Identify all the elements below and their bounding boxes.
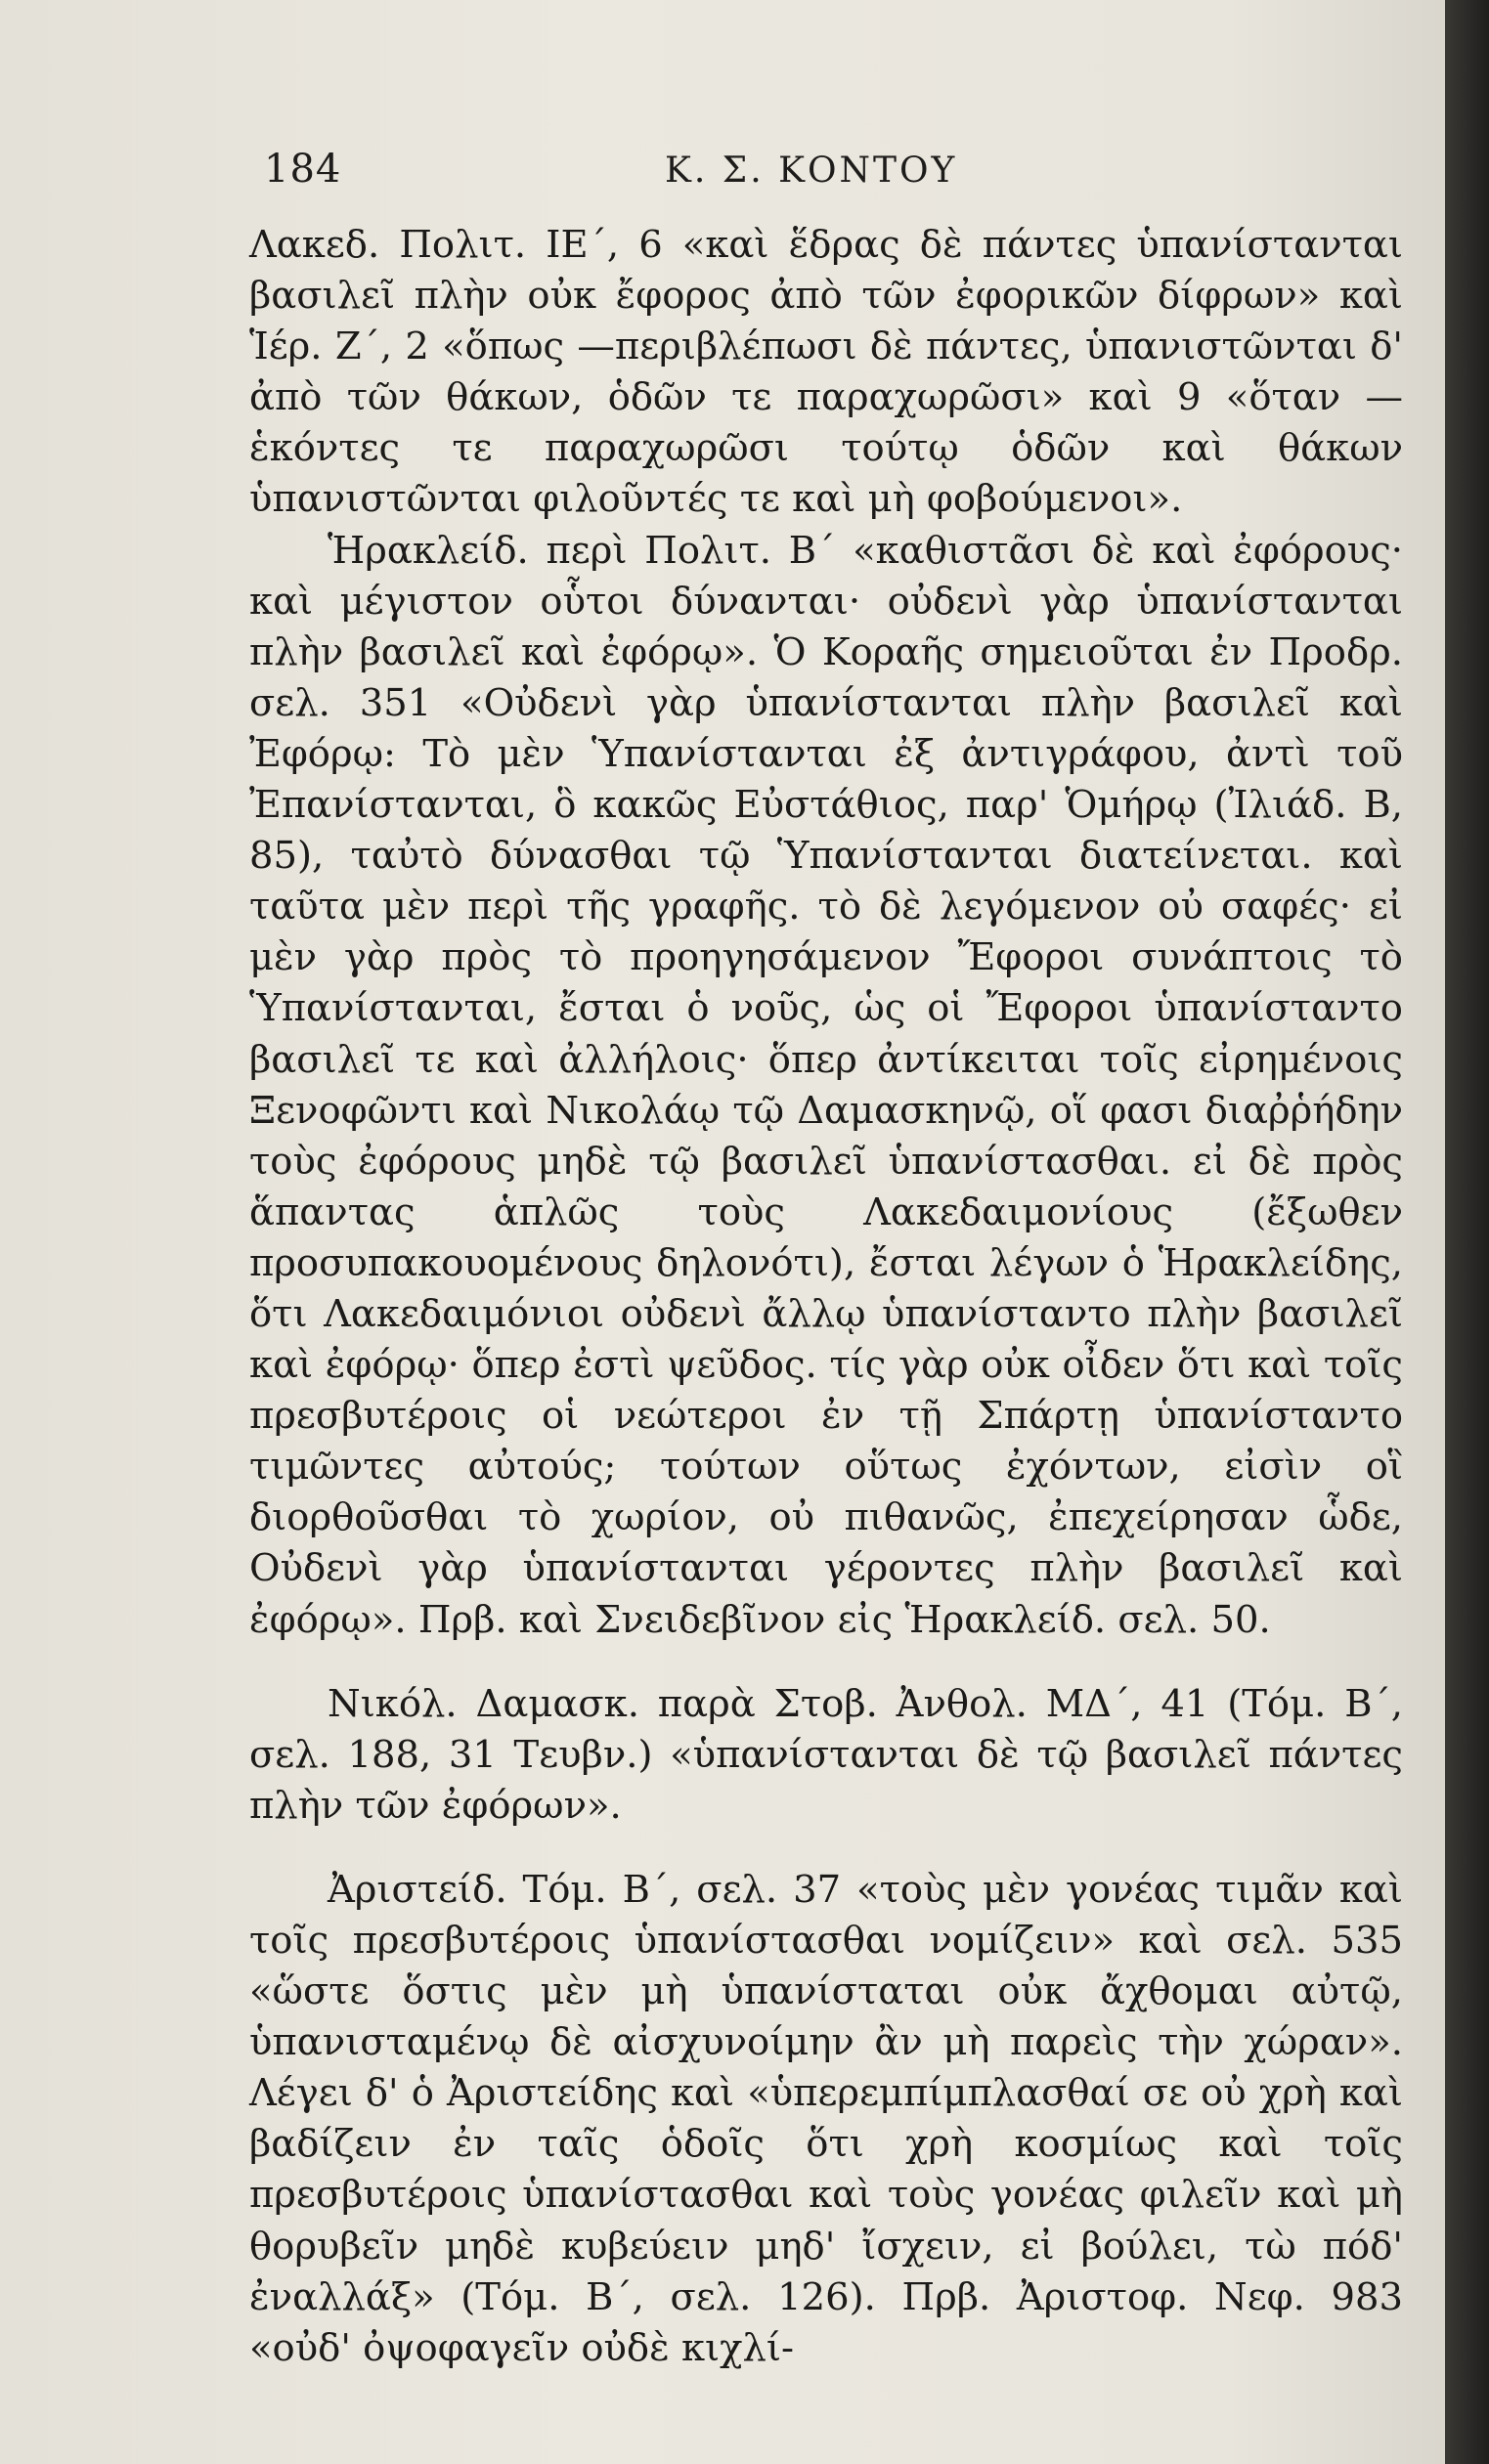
paragraph-gap xyxy=(249,1646,1403,1679)
page-header xyxy=(264,147,1388,205)
page-edge-shadow xyxy=(1445,0,1489,2464)
paragraph-aristides: Ἀριστείδ. Τόμ. Β΄, σελ. 37 «τοὺς μὲν γονέας τιμᾶν καὶ τοῖς πρεσβυτέροις ὑπανίστασθαι νομίζειν» καὶ σελ. 535 «ὥστε ὅστις μὲν μὴ ὑπανίσταται οὐκ ἄχθομαι αὐτῷ, ὑπανισταμένῳ δὲ αἰσχυνοίμην ἂν μὴ παρεὶς τὴν χώραν». Λέγει δ' ὁ Ἀριστείδης καὶ «ὑπερεμπίμπλασθαί σε οὐ χρὴ καὶ βαδίζειν ἐν ταῖς ὁδοῖς ὅτι χρὴ κοσμίως καὶ τοῖς πρεσβυτέροις ὑπανίστασθαι καὶ τοὺς γονέας φιλεῖν καὶ μὴ θορυβεῖν μηδὲ κυβεύειν μηδ' ἴσχειν, εἰ βούλει, τὼ πόδ' ἐναλλάξ» (Τόμ. Β΄, σελ. 126). Πρβ. Ἀριστοφ. Νεφ. 983 «οὐδ' ὀψοφαγεῖν οὐδὲ κιχλί- xyxy=(249,1867,1403,2370)
page-number: 184 xyxy=(264,147,342,192)
paragraph-gap xyxy=(249,1832,1403,1865)
paragraph-nicolaus: Νικόλ. Δαμασκ. παρὰ Στοβ. Ἀνθολ. ΜΔ΄, 41 (Τόμ. Β΄, σελ. 188, 31 Τευβν.) «ὑπανίστανται δὲ τῷ βασιλεῖ πάντες πλὴν τῶν ἐφόρων». xyxy=(249,1681,1403,1828)
body-text xyxy=(249,220,1403,2374)
running-head: Κ. Σ. ΚΟΝΤΟΥ xyxy=(665,151,958,191)
paragraph-heraclides: Ἡρακλείδ. περὶ Πολιτ. Β΄ «καθιστᾶσι δὲ καὶ ἐφόρους· καὶ μέγιστον οὗτοι δύνανται· οὐδενὶ γὰρ ὑπανίστανται πλὴν βασιλεῖ καὶ ἐφόρῳ». Ὁ Κοραῆς σημειοῦται ἐν Προδρ. σελ. 351 «Οὐδενὶ γὰρ ὑπανίστανται πλὴν βασιλεῖ καὶ Ἐφόρῳ: Τὸ μὲν Ὑπανίστανται ἐξ ἀντιγράφου, ἀντὶ τοῦ Ἐπανίστανται, ὃ κακῶς Εὐστάθιος, παρ' Ὁμήρῳ (Ἰλιάδ. Β, 85), ταὐτὸ δύνασθαι τῷ Ὑπανίστανται διατείνεται. καὶ ταῦτα μὲν περὶ τῆς γραφῆς. τὸ δὲ λεγόμενον οὐ σαφές· εἰ μὲν γὰρ πρὸς τὸ προηγησάμενον Ἔφοροι συνάπτοις τὸ Ὑπανίστανται, ἔσται ὁ νοῦς, ὡς οἱ Ἔφοροι ὑπανίσταντο βασιλεῖ τε καὶ ἀλλήλοις· ὅπερ ἀντίκειται τοῖς εἰρημένοις Ξενοφῶντι καὶ Νικολάῳ τῷ Δαμασκηνῷ, οἵ φασι διαῤῥήδην τοὺς ἐφόρους μηδὲ τῷ βασιλεῖ ὑπανίστασθαι. εἰ δὲ πρὸς ἅπαντας ἁπλῶς τοὺς Λακεδαιμονίους (ἔξωθεν προσυπακουομένους δηλονότι), ἔσται λέγων ὁ Ἡρακλείδης, ὅτι Λακεδαιμόνιοι οὐδενὶ ἄλλῳ ὑπανίσταντο πλὴν βασιλεῖ καὶ ἐφόρῳ· ὅπερ ἐστὶ ψεῦδος. τίς γὰρ οὐκ οἶδεν ὅτι καὶ τοῖς πρεσβυτέροις οἱ νεώτεροι ἐν τῇ Σπάρτῃ ὑπανίσταντο τιμῶντες αὐτούς; τούτων οὕτως ἐχόντων, εἰσὶν οἳ διορθοῦσθαι τὸ χωρίον, οὐ πιθανῶς, ἐπεχείρησαν ὧδε, Οὐδενὶ γὰρ ὑπανίστανται γέροντες πλὴν βασιλεῖ καὶ ἐφόρῳ». Πρβ. καὶ Σνειδεβῖνον εἰς Ἡρακλείδ. σελ. 50. xyxy=(249,528,1403,1642)
paragraph-xenophon: Λακεδ. Πολιτ. ΙΕ΄, 6 «καὶ ἕδρας δὲ πάντες ὑπανίστανται βασιλεῖ πλὴν οὐκ ἔφορος ἀπὸ τῶν ἐφορικῶν δίφρων» καὶ Ἱέρ. Ζ΄, 2 «ὅπως —περιβλέπωσι δὲ πάντες, ὑπανιστῶνται δ' ἀπὸ τῶν θάκων, ὁδῶν τε παραχωρῶσι» καὶ 9 «ὅταν —ἑκόντες τε παραχωρῶσι τούτῳ ὁδῶν καὶ θάκων ὑπανιστῶνται φιλοῦντές τε καὶ μὴ φοβούμενοι». xyxy=(249,223,1403,522)
